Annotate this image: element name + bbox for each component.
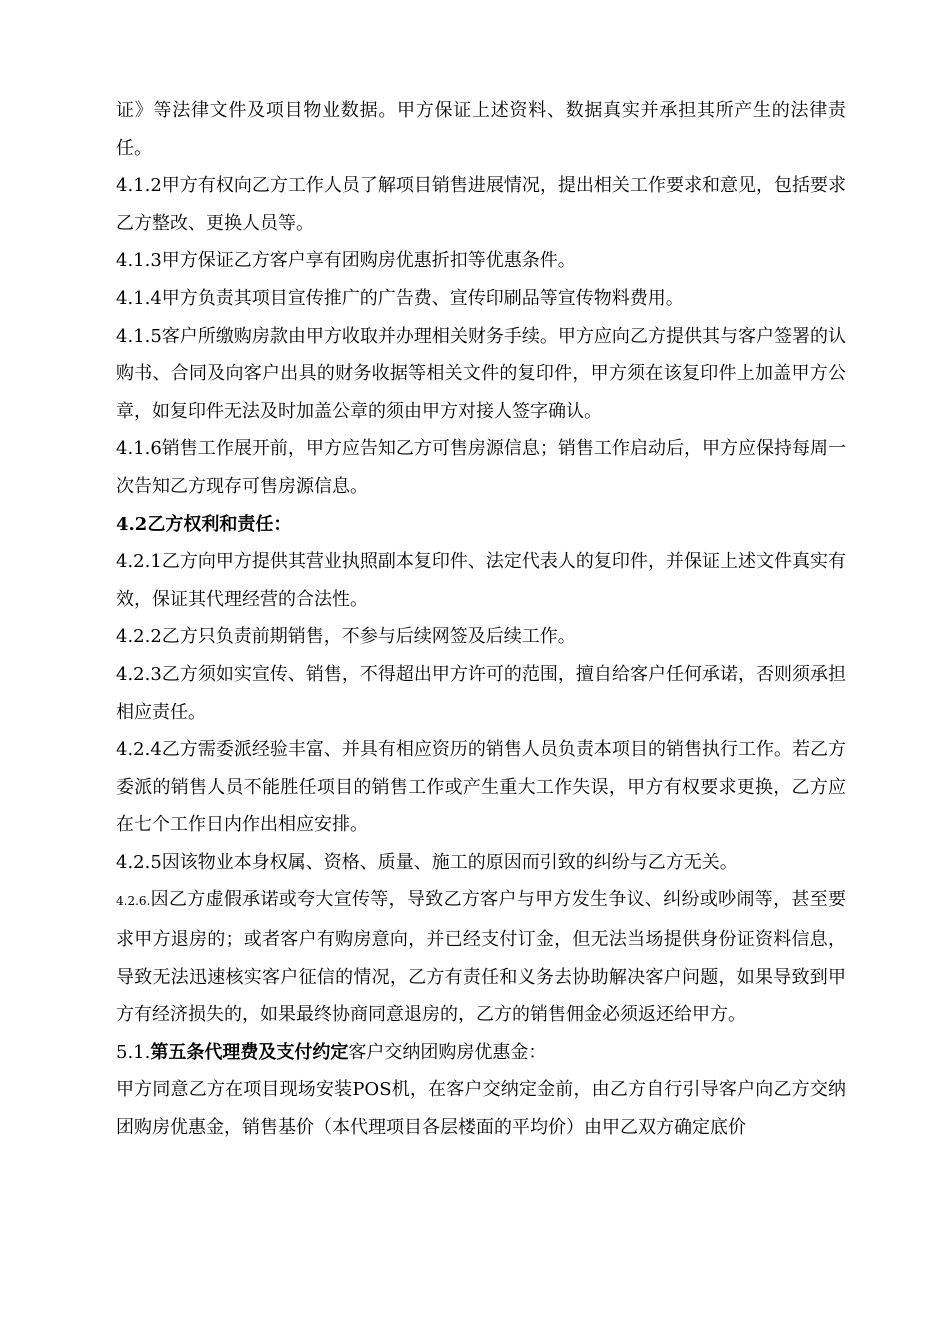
paragraph-4-2-1: 4.2.1乙方向甲方提供其营业执照副本复印件、法定代表人的复印件，并保证上述文件真实有效，保证其代理经营的合法性。 <box>116 551 846 610</box>
paragraph-4-1-3: 4.1.3甲方保证乙方客户享有团购房优惠折扣等优惠条件。 <box>116 250 576 272</box>
article-title: 第五条代理费及支付约定 <box>150 1041 349 1063</box>
section-5-1 <box>116 1034 846 1072</box>
paragraph-4-1-5: 4.1.5客户所缴购房款由甲方收取并办理相关财务手续。甲方应向乙方提供其与客户签署的认购书、合同及向客户出具的财务收据等相关文件的复印件，甲方须在该复印件上加盖甲方公章，如复印件无法及时加盖公章的须由甲方对接人签字确认。 <box>116 325 846 422</box>
paragraph-4-1-1-cont: 证》等法律文件及项目物业数据。甲方保证上述资料、数据真实并承担其所产生的法律责任。 <box>116 100 846 159</box>
paragraph-4-1-4: 4.1.4甲方负责其项目宣传推广的广告费、宣传印刷品等宣传物料费用。 <box>116 287 684 309</box>
paragraph-4-2-4: 4.2.4乙方需委派经验丰富、并具有相应资历的销售人员负责本项目的销售执行工作。若乙方委派的销售人员不能胜任项目的销售工作或产生重大工作失误，甲方有权要求更换，乙方应在七个工作日内作出相应安排。 <box>116 739 846 836</box>
clause-number: 5.1. <box>116 1041 151 1063</box>
section-heading-4-2: 4.2乙方权利和责任： <box>116 513 292 535</box>
paragraph-5-1-body: 甲方同意乙方在项目现场安装POS机，在客户交纳定金前，由乙方自行引导客户向乙方交纳团购房优惠金，销售基价（本代理项目各层楼面的平均价）由甲乙双方确定底价 <box>116 1079 846 1139</box>
paragraph-4-1-6: 4.1.6销售工作展开前，甲方应告知乙方可售房源信息；销售工作启动后，甲方应保持每周一次告知乙方现存可售房源信息。 <box>116 438 846 497</box>
clause-text: 客户交纳团购房优惠金： <box>348 1041 547 1063</box>
clause-text: 因乙方虚假承诺或夸大宣传等，导致乙方客户与甲方发生争议、纠纷或吵闹等，甚至要求甲方退房的；或者客户有购房意向，并已经支付订金，但无法当场提供身份证资料信息，导致无法迅速核实客户征信的情况，乙方有责任和义务去协助解决客户问题，如果导致到甲方有经济损失的，如果最终协商同意退房的，乙方的销售佣金必须返还给甲方。 <box>116 889 846 1026</box>
paragraph-4-2-5: 4.2.5因该物业本身权属、资格、质量、施工的原因而引致的纠纷与乙方无关。 <box>116 851 738 873</box>
paragraph-4-1-2: 4.1.2甲方有权向乙方工作人员了解项目销售进展情况，提出相关工作要求和意见，包括要求乙方整改、更换人员等。 <box>116 175 846 234</box>
paragraph-4-2-3: 4.2.3乙方须如实宣传、销售，不得超出甲方许可的范围，擅自给客户任何承诺，否则须承担相应责任。 <box>116 663 846 723</box>
clause-number: 4.2.6. <box>116 894 151 909</box>
paragraph-4-2-6 <box>116 881 846 1033</box>
paragraph-4-2-2: 4.2.2乙方只负责前期销售，不参与后续网签及后续工作。 <box>116 626 576 648</box>
document-page <box>116 92 846 1147</box>
